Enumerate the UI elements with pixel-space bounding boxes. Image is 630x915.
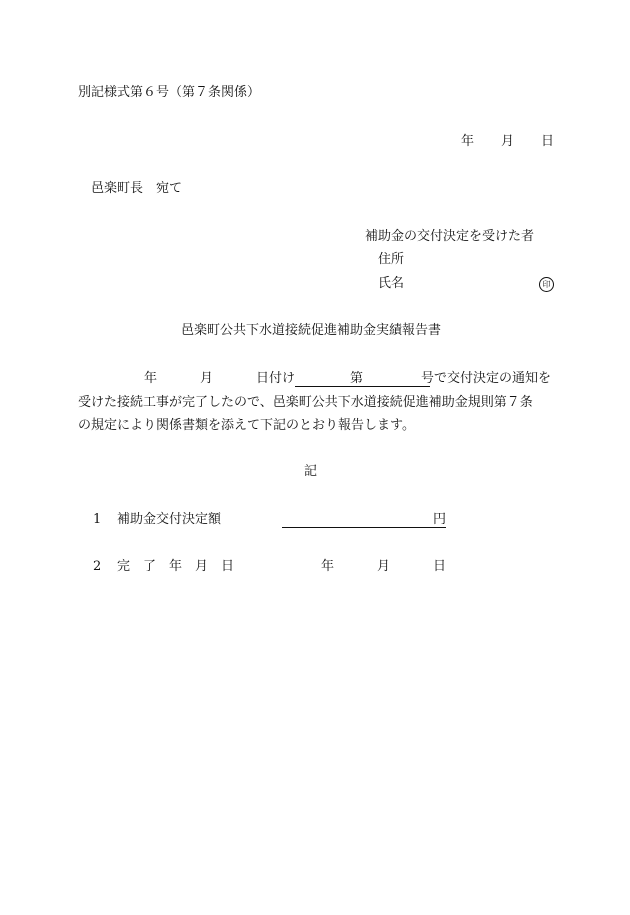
number-prefix	[350, 371, 430, 387]
number-field	[350, 371, 430, 387]
item-2-month: 月	[377, 559, 391, 574]
seal-mark	[539, 276, 554, 292]
date-month: 月	[501, 134, 515, 149]
item-1-label: 補助金交付決定額	[117, 512, 222, 527]
item-2-label: 完 了 年 月 日	[117, 559, 235, 574]
date-year: 年	[461, 134, 475, 149]
document-title: 邑楽町公共下水道接続促進補助金実績報告書	[181, 323, 442, 338]
seal-icon: 印	[539, 277, 554, 292]
name-label: 氏名	[378, 276, 405, 291]
amount-field	[282, 512, 446, 528]
item-1-number: 1	[93, 512, 102, 527]
body-year: 年	[144, 371, 158, 386]
address-label: 住所	[378, 252, 405, 267]
item-2-year: 年	[321, 559, 335, 574]
item-2-number: 2	[93, 559, 102, 574]
ki-heading: 記	[304, 464, 318, 479]
yen-unit: 円	[432, 512, 446, 527]
item-2-day: 日	[433, 559, 447, 574]
body-line-2: 受けた接続工事が完了したので、邑楽町公共下水道接続促進補助金規則第７条	[78, 395, 533, 410]
body-dated: 日付け	[256, 371, 296, 386]
number-prefix-text: 第	[350, 371, 364, 386]
item-1-amount	[282, 512, 446, 528]
date-day: 日	[541, 134, 555, 149]
body-line-3: の規定により関係書類を添えて下記のとおり報告します。	[78, 418, 415, 433]
addressee: 邑楽町長 宛て	[91, 181, 183, 196]
form-number: 別記様式第６号（第７条関係）	[78, 85, 261, 100]
number-suffix: 号で交付決定の通知を	[421, 371, 552, 386]
number-blank-1	[295, 371, 350, 387]
applicant-heading: 補助金の交付決定を受けた者	[365, 229, 535, 244]
body-month: 月	[200, 371, 214, 386]
